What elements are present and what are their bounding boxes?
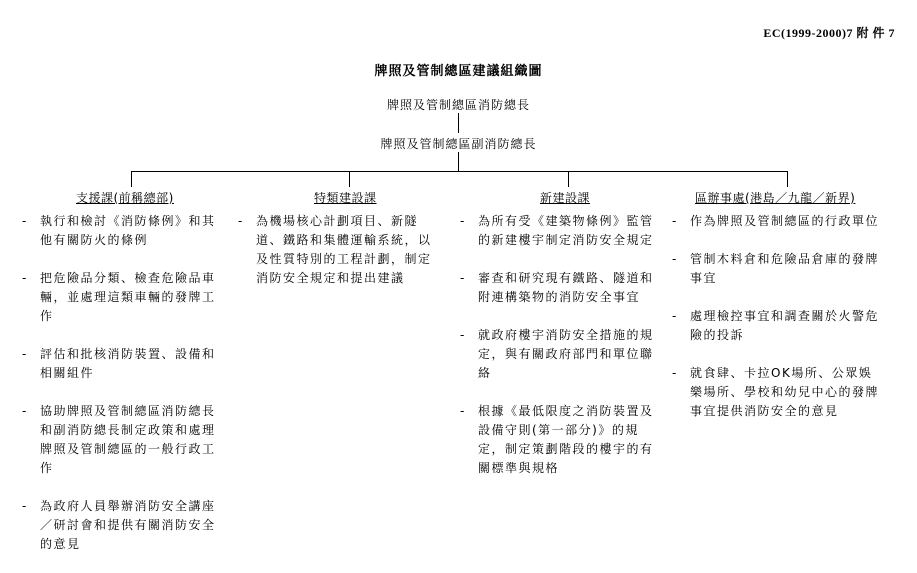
document-reference: EC(1999-2000)7 附 件 7 <box>763 26 895 40</box>
duty-item: - 作為牌照及管制總區的行政單位 <box>672 212 882 231</box>
connector-division-3 <box>568 171 569 187</box>
duty-item: - 評估和批核消防裝置、設備和相關組件 <box>22 345 228 383</box>
duty-item: - 處理檢控事宜和調查關於火警危險的投訴 <box>672 307 882 345</box>
duty-item: - 就食肆、卡拉OK場所、公眾娛樂場所、學校和幼兒中心的發牌事宜提供消防安全的意見 <box>672 364 882 421</box>
division-special-projects: 特類建設課 <box>314 191 377 205</box>
connector-deputy-bus <box>458 152 459 172</box>
connector-division-1 <box>131 171 132 187</box>
connector-division-4 <box>787 171 788 187</box>
org-bus-line <box>131 171 787 172</box>
connector-division-2 <box>349 171 350 187</box>
duty-item: - 審查和研究現有鐵路、隧道和附連構築物的消防安全事宜 <box>460 269 660 307</box>
duties-list-new-projects <box>460 212 660 497</box>
duty-item: - 為政府人員舉辦消防安全講座／研討會和提供有關消防安全的意見 <box>22 497 228 554</box>
duties-list-regional-offices <box>672 212 882 440</box>
duty-item: - 根據《最低限度之消防裝置及設備守則(第一部分)》的規定，制定策劃階段的樓宇的有關標準與規格 <box>460 402 660 478</box>
duty-item: - 協助牌照及管制總區消防總長和副消防總長制定政策和處理牌照及管制總區的一般行政工作 <box>22 402 228 478</box>
division-new-projects: 新建設課 <box>540 191 591 205</box>
duties-list-support <box>22 212 228 573</box>
duty-item: - 為機場核心計劃項目、新隧道、鐵路和集體運輸系統，以及性質特別的工程計劃，制定消防安全規定和提出建議 <box>238 212 444 288</box>
division-support: 支援課(前稱總部) <box>76 191 174 205</box>
duty-item: - 把危險品分類、檢查危險品車輛，並處理這類車輛的發牌工作 <box>22 269 228 326</box>
division-regional-offices: 區辦事處(港島／九龍／新界) <box>695 191 856 205</box>
deputy-box: 牌照及管制總區副消防總長 <box>380 137 537 151</box>
duty-item: - 就政府樓宇消防安全措施的規定，與有關政府部門和單位聯絡 <box>460 326 660 383</box>
connector-head-deputy <box>458 113 459 133</box>
duty-item: - 為所有受《建築物條例》監管的新建樓宇制定消防安全規定 <box>460 212 660 250</box>
head-box: 牌照及管制總區消防總長 <box>386 98 530 112</box>
duty-item: - 執行和檢討《消防條例》和其他有關防火的條例 <box>22 212 228 250</box>
duty-item: - 管制木料倉和危險品倉庫的發牌事宜 <box>672 250 882 288</box>
duties-list-special-projects <box>238 212 444 307</box>
chart-title: 牌照及管制總區建議組織圖 <box>374 64 543 79</box>
